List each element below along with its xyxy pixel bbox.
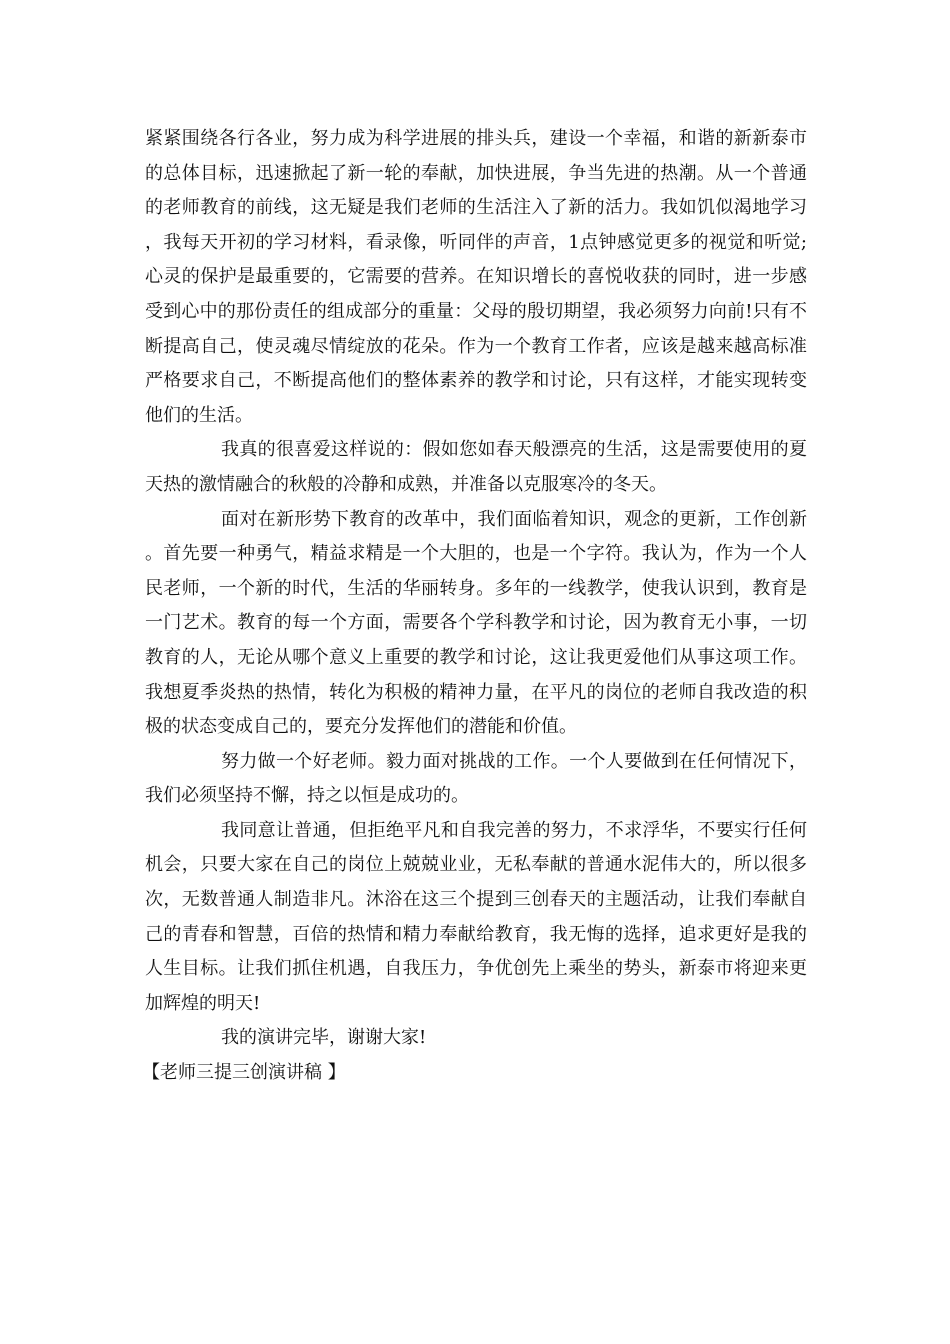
paragraph-continuation: 紧紧围绕各行各业，努力成为科学进展的排头兵，建设一个幸福，和谐的新新泰市的总体目标，迅速掀起了新一轮的奉献，加快进展，争当先进的热潮。从一个普通的老师教育的前线，这无疑是我们老师的生活注入了新的活力。我如饥似渴地学习，我每天开初的学习材料，看录像，听同伴的声音，1点钟感觉更多的视觉和听觉;心灵的保护是最重要的，它需要的营养。在知识增长的喜悦收获的同时，进一步感受到心中的那份责任的组成部分的重量：父母的殷切期望，我必须努力向前!只有不断提高自己，使灵魂尽情绽放的花朵。作为一个教育工作者，应该是越来越高标准严格要求自己，不断提高他们的整体素养的教学和讨论，只有这样，才能实现转变他们的生活。: [145, 128, 807, 426]
paragraph-education-reform: 面对在新形势下教育的改革中，我们面临着知识，观念的更新，工作创新。首先要一种勇气，精益求精是一个大胆的，也是一个字符。我认为，作为一个人民老师，一个新的时代，生活的华丽转身。多年的一线教学，使我认识到，教育是一门艺术。教育的每一个方面，需要各个学科教学和讨论，因为教育无小事，一切教育的人，无论从哪个意义上重要的教学和讨论，这让我更爱他们从事这项工作。我想夏季炎热的热情，转化为积极的精神力量，在平凡的岗位的老师自我改造的积极的状态变成自己的，要充分发挥他们的潜能和价值。: [145, 508, 807, 738]
paragraph-closing: 我的演讲完毕，谢谢大家!: [221, 1027, 427, 1049]
document-body: [142, 122, 807, 1091]
paragraph-good-teacher: 努力做一个好老师。毅力面对挑战的工作。一个人要做到在任何情况下，我们必须坚持不懈，持之以恒是成功的。: [145, 750, 807, 807]
document-title-footer: 【老师三提三创演讲稿 】: [142, 1062, 346, 1084]
paragraph-spring-quote: 我真的很喜爱这样说的：假如您如春天般漂亮的生活，这是需要使用的夏天热的激情融合的秋般的冷静和成熟，并准备以克服寒冷的冬天。: [145, 439, 807, 495]
paragraph-ordinary-extraordinary: 我同意让普通，但拒绝平凡和自我完善的努力，不求浮华，不要实行任何机会，只要大家在自己的岗位上兢兢业业，无私奉献的普通水泥伟大的，所以很多次，无数普通人制造非凡。沐浴在这三个提到三创春天的主题活动，让我们奉献自己的青春和智慧，百倍的热情和精力奉献给教育，我无悔的选择，追求更好是我的人生目标。让我们抓住机遇，自我压力，争优创先上乘坐的势头，新泰市将迎来更加辉煌的明天!: [145, 819, 807, 1014]
